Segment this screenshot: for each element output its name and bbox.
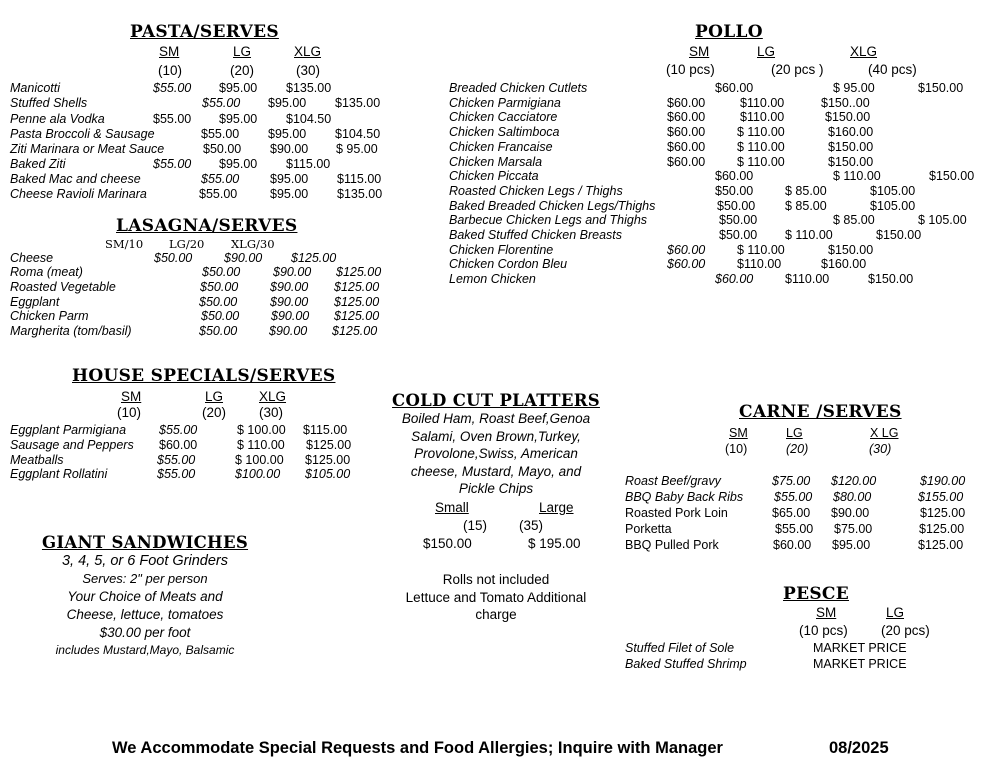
house-size-sm: SM bbox=[121, 389, 142, 404]
price-lg: $ 110.00 bbox=[737, 243, 785, 257]
footer-date: 08/2025 bbox=[829, 739, 889, 757]
price-xlg: $150.00 bbox=[828, 140, 874, 154]
price-xlg: $104.50 bbox=[286, 112, 332, 126]
item-name: Margherita (tom/basil) bbox=[10, 324, 132, 338]
price-lg: $ 110.00 bbox=[237, 438, 285, 452]
price-xlg: $150.00 bbox=[825, 110, 871, 124]
price-sm: $50.00 bbox=[719, 228, 758, 242]
price-lg: $ 95.00 bbox=[833, 81, 875, 95]
pollo-section-title: POLLO bbox=[695, 22, 763, 42]
price-sm: $50.00 bbox=[201, 309, 240, 323]
price-xlg: $125.00 bbox=[334, 295, 380, 309]
price-lg: $95.00 bbox=[832, 538, 871, 552]
price-lg: $ 110.00 bbox=[785, 228, 833, 242]
price-lg: $75.00 bbox=[834, 522, 873, 536]
price-lg: $95.00 bbox=[270, 172, 309, 186]
price-xlg: $150.00 bbox=[876, 228, 922, 242]
price-xlg: $135.00 bbox=[337, 187, 383, 201]
sandwich-price: $30.00 per foot bbox=[99, 625, 191, 640]
item-name: Eggplant Rollatini bbox=[10, 467, 108, 481]
pasta-size-lg: LG bbox=[233, 44, 252, 59]
house-size-lg: LG bbox=[205, 389, 224, 404]
price-sm: $60.00 bbox=[159, 438, 198, 452]
price-xlg: $105.00 bbox=[870, 199, 916, 213]
item-name: Baked Stuffed Shrimp bbox=[625, 657, 747, 671]
price-xlg: $135.00 bbox=[335, 96, 381, 110]
price-xlg: $125.00 bbox=[306, 438, 352, 452]
carne-serves-lg: (20) bbox=[786, 442, 809, 456]
sandwich-line: Serves: 2" per person bbox=[82, 571, 208, 586]
price-lg: $110.00 bbox=[737, 257, 782, 271]
price-sm: $50.00 bbox=[715, 184, 754, 198]
cold-cut-size-large: Large bbox=[539, 500, 574, 515]
pasta-serves-lg: (20) bbox=[230, 63, 255, 78]
price-sm: $50.00 bbox=[154, 251, 193, 265]
price-sm: $60.00 bbox=[715, 272, 754, 286]
price-sm: $50.00 bbox=[202, 265, 241, 279]
item-name: Lemon Chicken bbox=[449, 272, 536, 286]
cold-cut-description-line: Pickle Chips bbox=[458, 481, 534, 496]
cold-cut-price-large: $ 195.00 bbox=[528, 536, 581, 551]
price-lg: $90.00 bbox=[270, 280, 309, 294]
price-lg: $90.00 bbox=[270, 142, 309, 156]
price-xlg: $115.00 bbox=[303, 423, 348, 437]
carne-section-title: CARNE /SERVES bbox=[739, 402, 902, 422]
cold-cut-notes bbox=[385, 571, 607, 624]
price-xlg: $125.00 bbox=[291, 251, 337, 265]
lasagna-size-xlg: XLG/30 bbox=[231, 237, 275, 251]
house-specials-section-title: HOUSE SPECIALS/SERVES bbox=[72, 366, 336, 386]
price-sm: $50.00 bbox=[200, 280, 239, 294]
item-name: Baked Breaded Chicken Legs/Thighs bbox=[449, 199, 656, 213]
house-serves-lg: (20) bbox=[202, 405, 227, 420]
price-xlg: $105.00 bbox=[305, 467, 351, 481]
item-name: Stuffed Filet of Sole bbox=[625, 641, 735, 655]
house-serves-xlg: (30) bbox=[259, 405, 284, 420]
carne-size-lg: LG bbox=[786, 426, 803, 440]
price-sm: $60.00 bbox=[667, 96, 706, 110]
item-price: MARKET PRICE bbox=[813, 641, 907, 655]
pesce-size-lg: LG bbox=[886, 605, 905, 620]
item-name: Chicken Piccata bbox=[449, 169, 539, 183]
price-sm: $60.00 bbox=[773, 538, 812, 552]
cold-cut-description-line: Boiled Ham, Roast Beef,Genoa bbox=[401, 411, 591, 426]
item-name: Chicken Cacciatore bbox=[449, 110, 558, 124]
price-lg: $90.00 bbox=[831, 506, 870, 520]
house-size-xlg: XLG bbox=[259, 389, 287, 404]
sandwich-line: includes Mustard,Mayo, Balsamic bbox=[55, 643, 235, 657]
item-name: Chicken Francaise bbox=[449, 140, 553, 154]
lasagna-size-lg: LG/20 bbox=[169, 237, 205, 251]
item-name: Sausage and Peppers bbox=[10, 438, 134, 452]
cold-cut-serves-large: (35) bbox=[519, 518, 544, 533]
cold-cut-description-line: Provolone,Swiss, American bbox=[414, 446, 578, 461]
lasagna-section-title: LASAGNA/SERVES bbox=[116, 216, 298, 236]
price-xlg: $160.00 bbox=[821, 257, 867, 271]
price-sm: $55.00 bbox=[157, 467, 196, 481]
pesce-serves-lg: (20 pcs) bbox=[881, 623, 930, 638]
item-name: Baked Ziti bbox=[10, 157, 66, 171]
item-name: Roma (meat) bbox=[10, 265, 83, 279]
item-name: Manicotti bbox=[10, 81, 61, 95]
price-xlg: $ 105.00 bbox=[918, 213, 967, 227]
price-sm: $60.00 bbox=[667, 110, 706, 124]
price-lg: $ 110.00 bbox=[737, 125, 785, 139]
price-xlg: $115.00 bbox=[286, 157, 331, 171]
price-lg: $ 100.00 bbox=[235, 453, 284, 467]
item-name: Roasted Vegetable bbox=[10, 280, 116, 294]
pasta-size-xlg: XLG bbox=[294, 44, 322, 59]
pesce-size-sm: SM bbox=[816, 605, 837, 620]
price-xlg: $125.00 bbox=[334, 309, 380, 323]
price-xlg: $125.00 bbox=[920, 506, 966, 520]
pasta-serves-sm: (10) bbox=[158, 63, 183, 78]
pollo-size-xlg: XLG bbox=[850, 44, 878, 59]
price-sm: $55.00 bbox=[774, 490, 813, 504]
carne-serves-xlg: (30) bbox=[869, 442, 892, 456]
price-lg: $110.00 bbox=[740, 110, 785, 124]
price-lg: $90.00 bbox=[270, 295, 309, 309]
pasta-serves-xlg: (30) bbox=[296, 63, 321, 78]
price-xlg: $105.00 bbox=[870, 184, 916, 198]
price-lg: $95.00 bbox=[219, 81, 258, 95]
item-name: Chicken Parmigiana bbox=[449, 96, 561, 110]
item-name: Cheese bbox=[10, 251, 54, 265]
price-lg: $95.00 bbox=[270, 187, 309, 201]
price-sm: $50.00 bbox=[199, 295, 238, 309]
price-lg: $ 85.00 bbox=[833, 213, 875, 227]
item-name: Baked Stuffed Chicken Breasts bbox=[449, 228, 623, 242]
footer-notice: We Accommodate Special Requests and Food Allergies; Inquire with Manager bbox=[112, 739, 723, 757]
item-name: Chicken Florentine bbox=[449, 243, 554, 257]
price-xlg: $125.00 bbox=[919, 522, 965, 536]
price-sm: $60.00 bbox=[667, 125, 706, 139]
price-xlg: $150.00 bbox=[929, 169, 975, 183]
price-lg: $ 110.00 bbox=[737, 140, 785, 154]
price-sm: $60.00 bbox=[715, 81, 754, 95]
price-sm: $50.00 bbox=[203, 142, 242, 156]
item-name: Chicken Saltimboca bbox=[449, 125, 560, 139]
price-sm: $50.00 bbox=[719, 213, 758, 227]
price-sm: $55.00 bbox=[201, 127, 240, 141]
price-xlg: $150.00 bbox=[828, 155, 874, 169]
cold-cut-description-line: Salami, Oven Brown,Turkey, bbox=[411, 428, 581, 444]
house-serves-sm: (10) bbox=[117, 405, 142, 420]
pollo-size-lg: LG bbox=[757, 44, 776, 59]
pesce-serves-sm: (10 pcs) bbox=[799, 623, 848, 638]
item-price: MARKET PRICE bbox=[813, 657, 907, 671]
price-sm: $60.00 bbox=[715, 169, 754, 183]
sandwich-line: 3, 4, 5, or 6 Foot Grinders bbox=[61, 553, 229, 569]
item-name: Chicken Cordon Bleu bbox=[449, 257, 568, 271]
price-sm: $55.00 bbox=[775, 522, 814, 536]
cold-cut-price-small: $150.00 bbox=[423, 536, 472, 551]
price-xlg: $125.00 bbox=[305, 453, 351, 467]
item-name: Roasted Chicken Legs / Thighs bbox=[449, 184, 623, 198]
pollo-serves-xlg: (40 pcs) bbox=[868, 62, 917, 77]
price-xlg: $125.00 bbox=[334, 280, 380, 294]
item-name: Baked Mac and cheese bbox=[10, 172, 141, 186]
price-lg: $80.00 bbox=[833, 490, 872, 504]
item-name: Chicken Parm bbox=[10, 309, 89, 323]
item-name: Roasted Pork Loin bbox=[625, 506, 728, 520]
price-lg: $95.00 bbox=[268, 127, 307, 141]
price-xlg: $135.00 bbox=[286, 81, 332, 95]
price-lg: $ 100.00 bbox=[237, 423, 286, 437]
price-xlg: $125.00 bbox=[918, 538, 964, 552]
cold-cut-note: charge bbox=[475, 607, 517, 622]
cold-cut-size-small: Small bbox=[435, 500, 469, 515]
cold-cut-platters-section bbox=[385, 391, 607, 498]
price-xlg: $ 95.00 bbox=[336, 142, 378, 156]
item-name: Chicken Marsala bbox=[449, 155, 543, 169]
price-xlg: $104.50 bbox=[335, 127, 381, 141]
lasagna-size-sm: SM/10 bbox=[105, 237, 144, 251]
price-xlg: $125.00 bbox=[332, 324, 378, 338]
cold-cut-note: Lettuce and Tomato Additional bbox=[405, 589, 587, 605]
item-name: Penne ala Vodka bbox=[10, 112, 105, 126]
price-sm: $60.00 bbox=[667, 243, 706, 257]
sandwich-line: Your Choice of Meats and bbox=[67, 589, 223, 604]
price-sm: $60.00 bbox=[667, 155, 706, 169]
price-sm: $55.00 bbox=[153, 157, 192, 171]
price-lg: $110.00 bbox=[785, 272, 830, 286]
carne-serves-sm: (10) bbox=[725, 442, 748, 456]
item-name: Eggplant Parmigiana bbox=[10, 423, 127, 437]
price-sm: $55.00 bbox=[157, 453, 196, 467]
price-lg: $100.00 bbox=[235, 467, 281, 481]
price-sm: $55.00 bbox=[202, 96, 241, 110]
price-sm: $55.00 bbox=[153, 81, 192, 95]
price-xlg: $155.00 bbox=[918, 490, 964, 504]
item-name: Barbecue Chicken Legs and Thighs bbox=[449, 213, 648, 227]
price-sm: $50.00 bbox=[717, 199, 756, 213]
price-sm: $60.00 bbox=[667, 140, 706, 154]
price-lg: $ 110.00 bbox=[737, 155, 785, 169]
item-name: Meatballs bbox=[10, 453, 64, 467]
price-xlg: $115.00 bbox=[337, 172, 382, 186]
item-name: Pasta Broccoli & Sausage bbox=[10, 127, 155, 141]
carne-size-xlg: X LG bbox=[870, 426, 899, 440]
price-xlg: $150.00 bbox=[918, 81, 964, 95]
price-lg: $90.00 bbox=[224, 251, 263, 265]
cold-cut-title: COLD CUT PLATTERS bbox=[392, 391, 600, 410]
pollo-serves-lg: (20 pcs ) bbox=[771, 62, 824, 77]
price-sm: $55.00 bbox=[199, 187, 238, 201]
price-lg: $90.00 bbox=[271, 309, 310, 323]
price-sm: $50.00 bbox=[199, 324, 238, 338]
cold-cut-note: Rolls not included bbox=[442, 572, 550, 587]
price-xlg: $190.00 bbox=[920, 474, 966, 488]
price-xlg: $160.00 bbox=[828, 125, 874, 139]
price-sm: $55.00 bbox=[201, 172, 240, 186]
price-lg: $90.00 bbox=[269, 324, 308, 338]
pollo-size-sm: SM bbox=[689, 44, 710, 59]
price-xlg: $125.00 bbox=[336, 265, 382, 279]
giant-sandwiches-title: GIANT SANDWICHES bbox=[41, 533, 249, 552]
price-sm: $55.00 bbox=[153, 112, 192, 126]
price-lg: $95.00 bbox=[219, 157, 258, 171]
cold-cut-description-line: cheese, Mustard, Mayo, and bbox=[410, 463, 582, 479]
item-name: Ziti Marinara or Meat Sauce bbox=[10, 142, 165, 156]
item-name: Cheese Ravioli Marinara bbox=[10, 187, 147, 201]
pollo-serves-sm: (10 pcs) bbox=[666, 62, 715, 77]
item-name: BBQ Baby Back Ribs bbox=[625, 490, 744, 504]
pesce-section-title: PESCE bbox=[783, 584, 850, 604]
price-lg: $ 85.00 bbox=[785, 199, 827, 213]
item-name: Porketta bbox=[625, 522, 672, 536]
sandwich-line: Cheese, lettuce, tomatoes bbox=[66, 607, 224, 622]
item-name: Breaded Chicken Cutlets bbox=[449, 81, 588, 95]
price-xlg: $150.00 bbox=[828, 243, 874, 257]
price-xlg: $150..00 bbox=[821, 96, 870, 110]
price-lg: $90.00 bbox=[273, 265, 312, 279]
item-name: Stuffed Shells bbox=[10, 96, 88, 110]
price-lg: $120.00 bbox=[831, 474, 877, 488]
item-name: BBQ Pulled Pork bbox=[625, 538, 719, 552]
price-xlg: $150.00 bbox=[868, 272, 914, 286]
item-name: Roast Beef/gravy bbox=[625, 474, 721, 488]
price-lg: $110.00 bbox=[740, 96, 785, 110]
carne-size-sm: SM bbox=[729, 426, 748, 440]
item-name: Eggplant bbox=[10, 295, 60, 309]
price-lg: $ 85.00 bbox=[785, 184, 827, 198]
price-sm: $75.00 bbox=[772, 474, 811, 488]
price-sm: $55.00 bbox=[159, 423, 198, 437]
cold-cut-serves-small: (15) bbox=[463, 518, 488, 533]
price-lg: $ 110.00 bbox=[833, 169, 881, 183]
pasta-section-title: PASTA/SERVES bbox=[130, 22, 279, 42]
pasta-size-sm: SM bbox=[159, 44, 180, 59]
price-lg: $95.00 bbox=[268, 96, 307, 110]
giant-sandwiches-section bbox=[20, 533, 270, 659]
price-lg: $95.00 bbox=[219, 112, 258, 126]
price-sm: $60.00 bbox=[667, 257, 706, 271]
price-sm: $65.00 bbox=[772, 506, 811, 520]
